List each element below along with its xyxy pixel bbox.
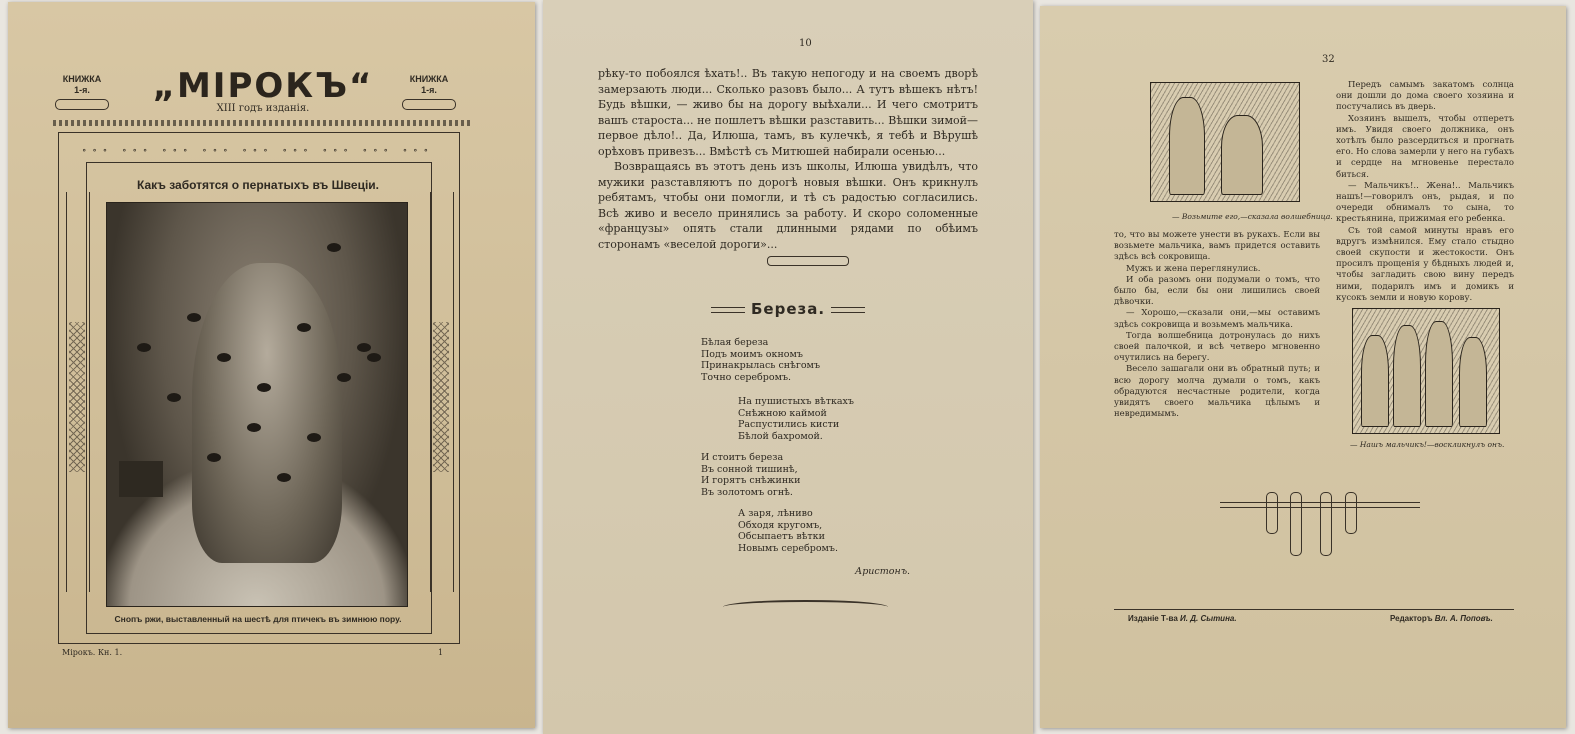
fairy-figure-icon (1169, 97, 1205, 195)
caption-bottom: — Нашъ мальчикъ!—воскликнулъ онъ. (1350, 440, 1505, 449)
sheaf-birds-engraving (106, 202, 408, 607)
paragraph: — Мальчикъ!.. Жена!.. Мальчикъ нашъ!—говорилъ онъ, рыдая, и по очереди обнималъ то сына, то крестьянина, прижимая его ребенка. (1336, 180, 1514, 225)
poem-line: Снѣжною каймой (738, 407, 827, 419)
poem-line: Въ золотомъ огнѣ. (701, 486, 793, 498)
page-number: 32 (1322, 54, 1335, 65)
paragraph: Съ той самой минуты нравъ его вдругъ измѣнился. Ему стало стыдно своей скупости и жестокости. Онъ просилъ прощенія у бѣдныхъ людей и, чтобы загладить свою вину передъ ними, подарилъ имъ и домикъ и кусокъ земли и новую корову. (1336, 225, 1514, 303)
paragraph: то, что вы можете унести въ рукахъ. Если вы возьмете мальчика, вамъ придется оставить здѣсь всѣ сокровища. (1114, 230, 1320, 263)
poem-line: Въ сонной тишинѣ, (701, 463, 798, 475)
paragraph: Весело зашагали они въ обратный путь; и всю дорогу молча думали о томъ, какъ обрадуются несчастные родители, когда увидятъ своего мальчика цѣлымъ и невредимымъ. (1114, 364, 1320, 420)
bird-icon (337, 373, 351, 382)
end-ornament-icon (723, 600, 888, 614)
poem-stanza (701, 452, 800, 498)
bird-icon (247, 423, 261, 432)
cover-page (8, 2, 535, 728)
bird-icon (307, 433, 321, 442)
person-figure-icon (1459, 337, 1487, 427)
poem-line: Обсыпаетъ вѣтки (738, 531, 825, 542)
badge-right-number: 1-я. (421, 85, 437, 95)
left-pillar-ornament (66, 192, 90, 592)
cover-page-number: 1 (438, 648, 444, 657)
fairy-illustration (1150, 82, 1300, 202)
poem-line: А заря, лѣниво (738, 508, 813, 519)
paragraph: Мужъ и жена переглянулись. (1126, 263, 1261, 274)
bird-icon (327, 243, 341, 252)
poem-author: Аристонъ. (855, 566, 911, 577)
poem-line: Обходя кругомъ, (738, 519, 823, 531)
paragraph: Тогда волшебница дотронулась до нихъ своей палочкой, и всѣ четверо мгновенно очутились на берегу. (1114, 330, 1320, 364)
right-pillar-ornament (430, 192, 454, 592)
badge-left-number: 1-я. (74, 85, 90, 95)
editor-line (1390, 614, 1493, 623)
reunion-illustration (1352, 308, 1500, 434)
poem-line: Принакрылась снѣгомъ (701, 360, 820, 371)
cover-headline: Какъ заботятся о пернатыхъ въ Швеціи. (136, 178, 379, 192)
poem-line: И горятъ снѣжинки (701, 475, 801, 486)
poem-line: И стоитъ береза (701, 452, 784, 463)
poem-line: Точно серебромъ. (701, 371, 792, 383)
scroll-ornament-icon (55, 99, 109, 110)
page-number: 10 (799, 38, 812, 49)
caption-top: — Возьмите его,—сказала волшебница. (1172, 212, 1333, 221)
hut-icon (119, 461, 163, 497)
footer-rule (1114, 609, 1514, 610)
poem-stanza (738, 396, 854, 442)
badge-left (52, 74, 112, 110)
poem-stanza (701, 337, 820, 383)
paragraph: Передъ самымъ закатомъ солнца они дошли до дома своего хозяина и постучались въ дверь. (1336, 80, 1514, 113)
poem-line: Подъ моимъ окномъ (701, 348, 803, 360)
poem-title-text: Береза. (750, 300, 826, 318)
page-ten (543, 0, 1033, 734)
bird-icon (137, 343, 151, 352)
poem-line: На пушистыхъ вѣткахъ (738, 396, 854, 407)
editor-name: Вл. А. Поповъ. (1434, 614, 1493, 623)
poem-stanza (738, 508, 838, 554)
story-right-column (1336, 80, 1514, 304)
poem-line: Новымъ серебромъ. (738, 542, 838, 554)
badge-right (399, 74, 459, 110)
paragraph: Хозяинъ вышелъ, чтобы отперетъ имъ. Увидя своего должника, онъ хотѣлъ было разсердиться и прогнать его. Но слова замерли у него на губахъ и сердце на мгновенье перестало биться. (1336, 113, 1514, 180)
story-text (598, 66, 978, 252)
person-figure-icon (1425, 321, 1453, 427)
bird-icon (277, 473, 291, 482)
poem-line: Бѣлой бахромой. (738, 430, 823, 442)
hay-sheaf-icon (192, 263, 342, 563)
bird-icon (297, 323, 311, 332)
publisher-prefix: Изданіе Т-ва (1128, 614, 1178, 623)
person-figure-icon (1361, 335, 1389, 427)
dot-ornament-row: ∘∘∘ ∘∘∘ ∘∘∘ ∘∘∘ ∘∘∘ ∘∘∘ ∘∘∘ ∘∘∘ ∘∘∘ (81, 146, 434, 156)
person-figure-icon (1393, 325, 1421, 427)
publisher-line (1128, 614, 1237, 623)
bird-icon (257, 383, 271, 392)
cover-footer-issue: Мірокъ. Кн. 1. (62, 648, 123, 657)
badge-left-word: КНИЖКА (62, 74, 102, 84)
poem-title (703, 300, 873, 318)
organ-pipe-ornament-icon (1220, 492, 1420, 572)
publisher-name: И. Д. Сытина. (1180, 614, 1237, 623)
scroll-ornament-icon (402, 99, 456, 110)
cover-caption: Снопъ ржи, выставленный на шестѣ для птичекъ въ зимнюю пору. (114, 614, 402, 624)
editor-prefix: Редакторъ (1390, 614, 1433, 623)
paragraph: И оба разомъ они подумали о томъ, что было бы, если бы они лишились своей дѣвочки. (1114, 274, 1320, 308)
bird-icon (357, 343, 371, 352)
poem-line: Распустились кисти (738, 419, 840, 430)
publication-year: XIII годъ изданія. (216, 103, 310, 114)
bird-icon (187, 313, 201, 322)
bird-icon (217, 353, 231, 362)
wavy-divider (53, 120, 473, 126)
bird-icon (167, 393, 181, 402)
magazine-title: „МІРОКЪ“ (152, 66, 374, 106)
badge-right-word: КНИЖКА (409, 74, 449, 84)
paragraph: — Хорошо,—сказали они,—мы оставимъ здѣсь сокровища и возьмемъ мальчика. (1114, 308, 1320, 330)
peasant-figure-icon (1221, 115, 1263, 195)
paragraph: Возвращаясь въ этотъ день изъ школы, Илюша увидѣлъ, что мужики разставляютъ по дорогѣ новыя вѣшки. Онъ крикнулъ ребятамъ, чтобы они помогли, и тѣ съ радостью согласились. Всѣ живо и весело принялись за работу. И скоро соломенные «французы» опять стали длинными рядами по обѣимъ сторонамъ «веселой дороги»... (598, 160, 978, 251)
page-thirty-two (1040, 6, 1566, 728)
bird-icon (207, 453, 221, 462)
divider-ornament-icon (767, 256, 849, 266)
paragraph: рѣку-то побоялся ѣхать!.. Въ такую непогоду и на своемъ дворѣ замерзають люди... Сколько разовъ было... А тутъ вѣшекъ нѣтъ! Будь вѣшки, — живо бы на дорогу выѣхали... И чего смотритъ вашъ староста... не пошлетъ вѣшки разставить... Вѣшки зимой— первое дѣло!.. Да, Илюша, тамъ, въ кулечкѣ, я тебѣ и Вѣрушѣ орѣховъ привезъ... Вмѣстѣ съ Митюшей набирали осенью... (598, 67, 978, 158)
story-left-column (1114, 230, 1320, 420)
bird-icon (367, 353, 381, 362)
poem-line: Бѣлая береза (701, 337, 769, 348)
